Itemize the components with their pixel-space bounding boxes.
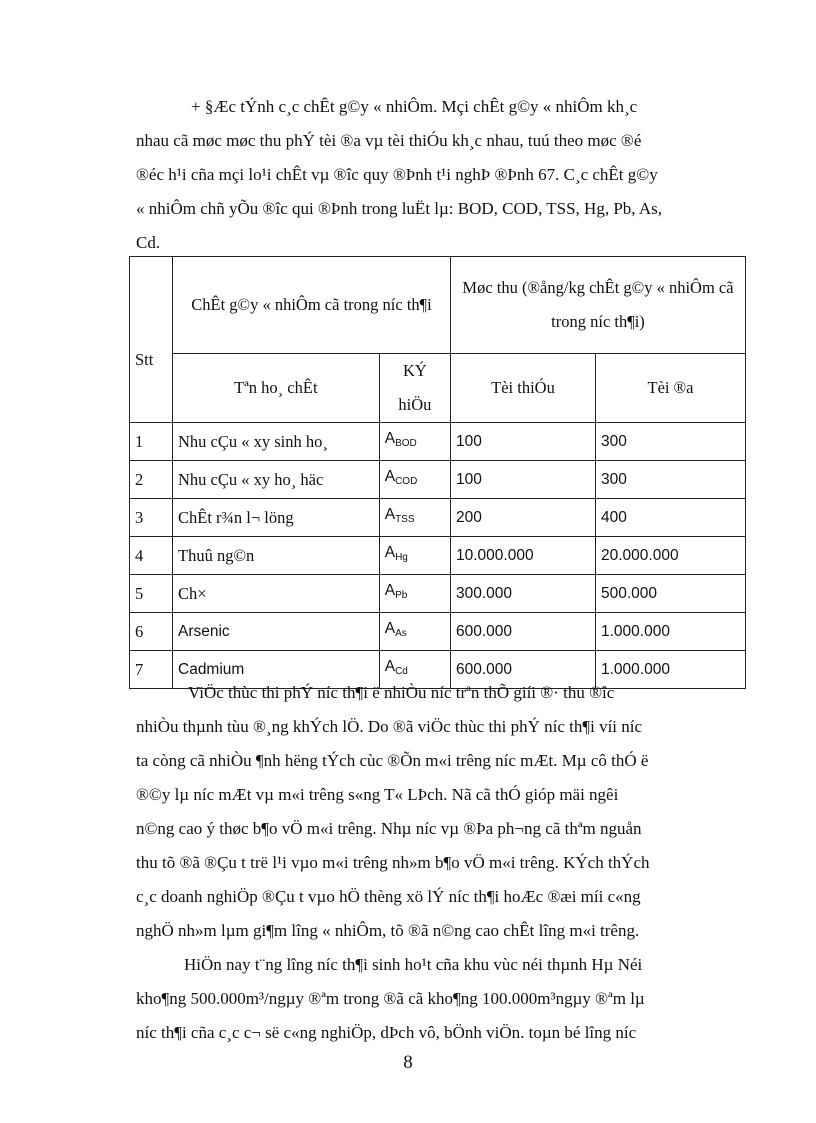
cell-min: 100 <box>451 461 596 499</box>
cell-min: 600.000 <box>451 651 596 689</box>
cell-symbol: $A_{Cd}$ <box>379 651 450 689</box>
cell-min: 100 <box>451 423 596 461</box>
cell-min: 200 <box>451 499 596 537</box>
cell-symbol: $A_{TSS}$ <box>379 499 450 537</box>
header-rate-group: Møc thu (®ång/kg chÊt g©y « nhiÔm cã trong níc th¶i) <box>451 257 746 354</box>
cell-name: Nhu cÇu « xy sinh ho¸ <box>173 423 380 461</box>
cell-name: Thuû ng©n <box>173 537 380 575</box>
cell-min: 10.000.000 <box>451 537 596 575</box>
cell-name: Ch× <box>173 575 380 613</box>
page-number: 8 <box>403 1052 413 1073</box>
cell-name: ChÊt r¾n l¬ löng <box>173 499 380 537</box>
text-line: nhau cã møc møc thu phÝ tèi ®a vµ tèi thiÓu kh¸c nhau, tuú theo møc ®é <box>136 131 642 150</box>
text-line: nhiÒu thµnh tùu ®¸ng khÝch lÖ. Do ®ã viÖc thùc thi phÝ níc th¶i víi níc <box>136 717 643 736</box>
cell-symbol: $A_{BOD}$ <box>379 423 450 461</box>
body-paragraph <box>136 676 746 948</box>
cell-stt: 5 <box>130 575 173 613</box>
text-line: + §Æc tÝnh c¸c chÊt g©y « nhiÔm. Mçi chÊt g©y « nhiÔm kh¸c <box>191 97 638 116</box>
cell-min: 600.000 <box>451 613 596 651</box>
intro-paragraph <box>136 90 746 260</box>
cell-min: 300.000 <box>451 575 596 613</box>
header-min: Tèi thiÓu <box>451 354 596 423</box>
text-line: ®©y lµ níc mÆt vµ m«i trêng s«ng T« LÞch. Nã cã thÓ gióp mäi ngêi <box>136 785 619 804</box>
text-line: ViÖc thùc thi phÝ níc th¶i ë nhiÒu níc trªn thÕ giíi ®· thu ®îc <box>188 683 615 702</box>
header-symbol: KÝ hiÖu <box>379 354 450 423</box>
cell-max: 1.000.000 <box>596 651 746 689</box>
header-substance-group: ChÊt g©y « nhiÔm cã trong níc th¶i <box>173 257 451 354</box>
text-line: HiÖn nay t¨ng lîng níc th¶i sinh ho¹t cña khu vùc néi thµnh Hµ Néi <box>184 955 643 974</box>
cell-max: 300 <box>596 423 746 461</box>
table-row <box>130 575 746 613</box>
cell-max: 400 <box>596 499 746 537</box>
cell-stt: 2 <box>130 461 173 499</box>
header-stt: Stt <box>130 257 173 423</box>
header-max: Tèi ®a <box>596 354 746 423</box>
text-line: « nhiÔm chñ yÕu ®îc qui ®Þnh trong luËt lµ: BOD, COD, TSS, Hg, Pb, As, <box>136 199 662 218</box>
cell-symbol: $A_{Hg}$ <box>379 537 450 575</box>
text-line: n©ng cao ý thøc b¶o vÖ m«i trêng. Nhµ níc vµ ®Þa ph¬ng cã thªm nguån <box>136 819 642 838</box>
cell-stt: 4 <box>130 537 173 575</box>
text-line: ®éc h¹i cña mçi lo¹i chÊt vµ ®îc quy ®Þnh t¹i nghÞ ®Þnh 67. C¸c chÊt g©y <box>136 165 658 184</box>
cell-name: Arsenic <box>173 613 380 651</box>
table-row <box>130 461 746 499</box>
cell-max: 500.000 <box>596 575 746 613</box>
text-line: ta còng cã nhiÒu ¶nh hëng tÝch cùc ®Õn m«i trêng níc mÆt. Mµ cô thÓ ë <box>136 751 649 770</box>
text-line: thu tõ ®ã ®Çu t trë l¹i vµo m«i trêng nh»m b¶o vÖ m«i trêng. KÝch thÝch <box>136 853 650 872</box>
cell-max: 20.000.000 <box>596 537 746 575</box>
body-paragraph <box>136 948 746 1050</box>
text-line: nghÖ nh»m lµm gi¶m lîng « nhiÔm, tõ ®ã n©ng cao chÊt lîng m«i trêng. <box>136 921 640 940</box>
table-row <box>130 613 746 651</box>
text-line: Cd. <box>136 233 161 252</box>
table-row <box>130 499 746 537</box>
cell-max: 1.000.000 <box>596 613 746 651</box>
header-name: Tªn ho¸ chÊt <box>173 354 380 423</box>
cell-name: Nhu cÇu « xy ho¸ häc <box>173 461 380 499</box>
text-line: kho¶ng 500.000m³/ngµy ®ªm trong ®ã cã kho¶ng 100.000m³ngµy ®ªm lµ <box>136 989 645 1008</box>
cell-max: 300 <box>596 461 746 499</box>
cell-name: Cadmium <box>173 651 380 689</box>
cell-stt: 1 <box>130 423 173 461</box>
cell-stt: 6 <box>130 613 173 651</box>
text-line: níc th¶i cña c¸c c¬ së c«ng nghiÖp, dÞch vô, bÖnh viÖn. toµn bé lîng níc <box>136 1023 637 1042</box>
cell-stt: 7 <box>130 651 173 689</box>
table-row <box>130 537 746 575</box>
cell-symbol: $A_{COD}$ <box>379 461 450 499</box>
pollution-fee-table <box>129 256 746 689</box>
cell-stt: 3 <box>130 499 173 537</box>
text-line: c¸c doanh nghiÖp ®Çu t vµo hÖ thèng xö lÝ níc th¶i hoÆc ®æi míi c«ng <box>136 887 641 906</box>
table-row <box>130 423 746 461</box>
cell-symbol: $A_{Pb}$ <box>379 575 450 613</box>
cell-symbol: $A_{As}$ <box>379 613 450 651</box>
